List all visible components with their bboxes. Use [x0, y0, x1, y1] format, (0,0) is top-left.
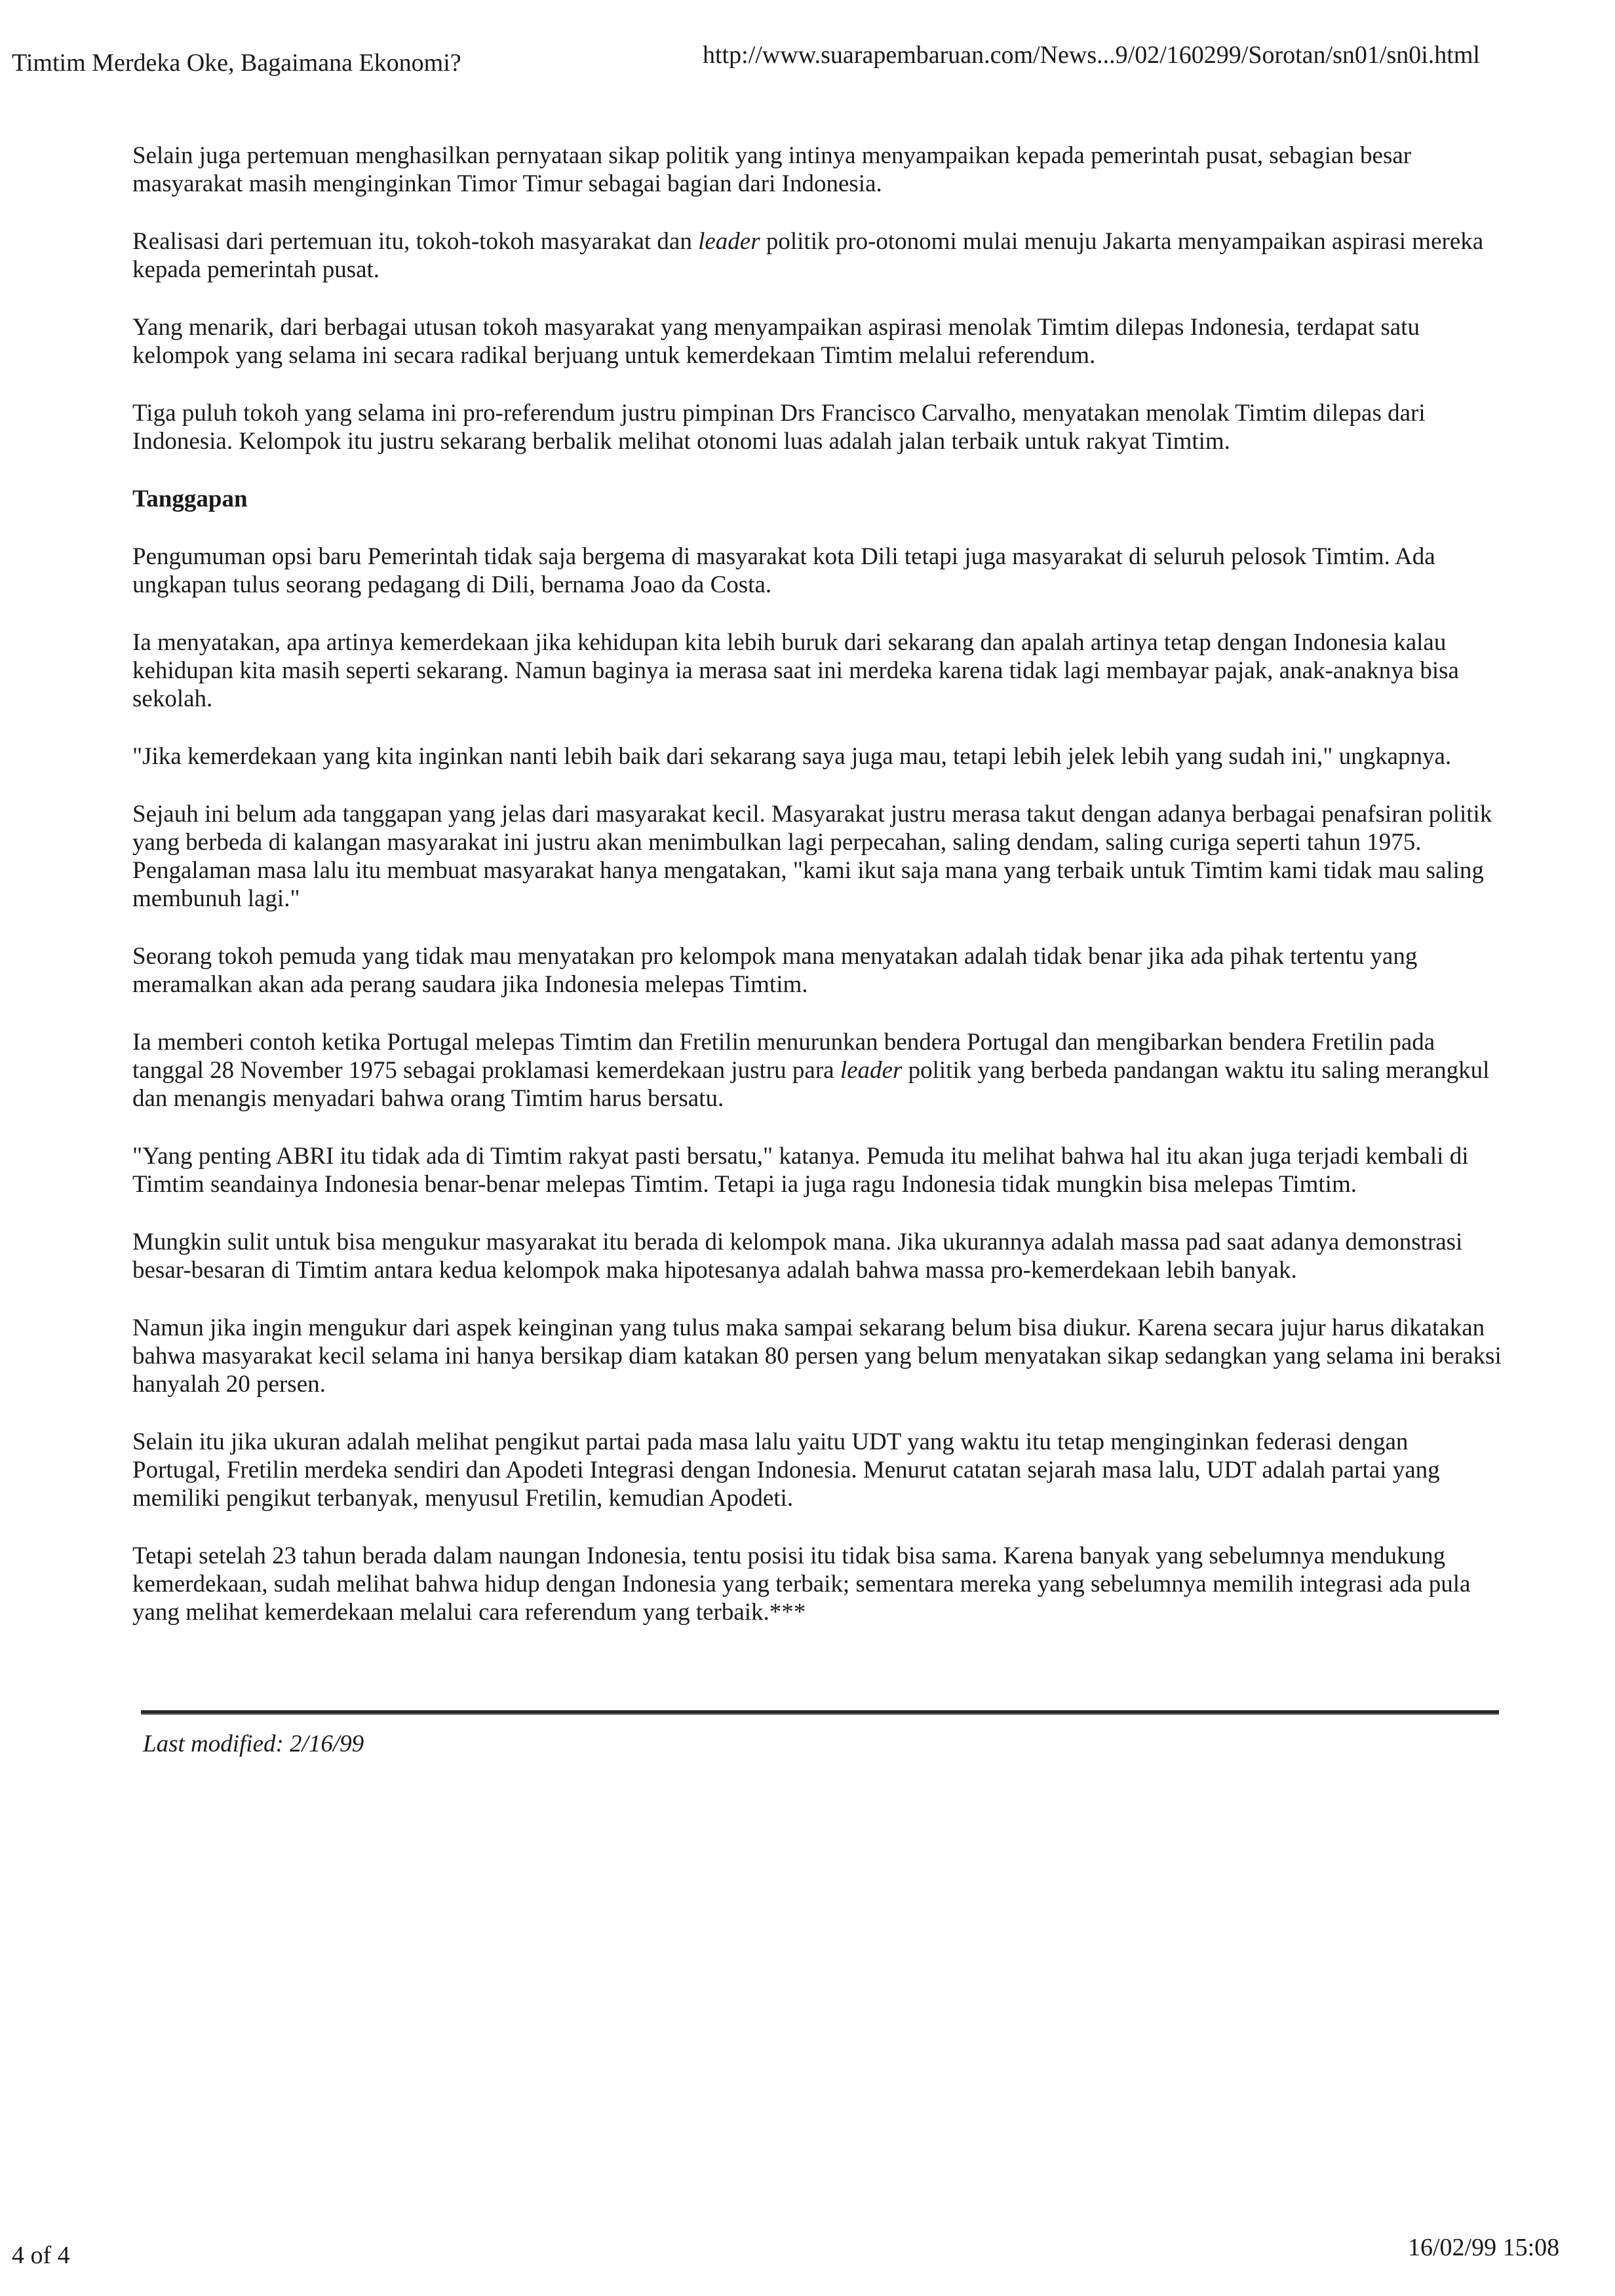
page-header-title: Timtim Merdeka Oke, Bagaimana Ekonomi? [12, 49, 461, 77]
article-paragraph: "Jika kemerdekaan yang kita inginkan nanti lebih baik dari sekarang saya juga mau, tetapi lebih jelek lebih yang sudah ini," ungkapnya. [132, 743, 1452, 770]
article-paragraph: Ia menyatakan, apa artinya kemerdekaan jika kehidupan kita lebih buruk dari sekarang dan apalah artinya tetap dengan Indonesia kalau kehidupan kita masih seperti sekarang. Namun baginya ia merasa saat ini merdeka karena tidak lagi membayar pajak, anak-anaknya bisa sekolah. [132, 629, 1459, 712]
page-number: 4 of 4 [12, 2242, 70, 2269]
print-timestamp: 16/02/99 15:08 [1408, 2234, 1560, 2261]
article-paragraph: Tetapi setelah 23 tahun berada dalam naungan Indonesia, tentu posisi itu tidak bisa sama. Karena banyak yang sebelumnya mendukung kemerdekaan, sudah melihat bahwa hidup dengan Indonesia yang terbaik; sementara mereka yang sebelumnya memilih integrasi ada pula yang melihat kemerdekaan melalui cara referendum yang terbaik.*** [132, 1542, 1471, 1626]
article-paragraph: "Yang penting ABRI itu tidak ada di Timtim rakyat pasti bersatu," katanya. Pemuda itu melihat bahwa hal itu akan juga terjadi kembali di Timtim seandainya Indonesia benar-benar melepas Timtim. Tetapi ia juga ragu Indonesia tidak mungkin bisa melepas Timtim. [132, 1143, 1469, 1198]
article-paragraph: Tiga puluh tokoh yang selama ini pro-referendum justru pimpinan Drs Francisco Carvalho, menyatakan menolak Timtim dilepas dari Indonesia. Kelompok itu justru sekarang berbalik melihat otonomi luas adalah jalan terbaik untuk rakyat Timtim. [132, 400, 1426, 455]
article-paragraph: Pengumuman opsi baru Pemerintah tidak saja bergema di masyarakat kota Dili tetapi juga masyarakat di seluruh pelosok Timtim. Ada ungkapan tulus seorang pedagang di Dili, bernama Joao da Costa. [132, 543, 1435, 598]
article-paragraph: Yang menarik, dari berbagai utusan tokoh masyarakat yang menyampaikan aspirasi menolak Timtim dilepas Indonesia, terdapat satu kelompok yang selama ini secara radikal berjuang untuk kemerdekaan Timtim melalui referendum. [132, 314, 1420, 369]
section-subheading: Tanggapan [132, 486, 248, 512]
article-paragraph: Selain itu jika ukuran adalah melihat pengikut partai pada masa lalu yaitu UDT yang waktu itu tetap menginginkan federasi dengan Portugal, Fretilin merdeka sendiri dan Apodeti Integrasi dengan Indonesia. Menurut catatan sejarah masa lalu, UDT adalah partai yang memiliki pengikut terbanyak, menyusul Fretilin, kemudian Apodeti. [132, 1428, 1440, 1512]
article-paragraph: Namun jika ingin mengukur dari aspek keinginan yang tulus maka sampai sekarang belum bisa diukur. Karena secara jujur harus dikatakan bahwa masyarakat kecil selama ini hanya bersikap diam katakan 80 persen yang belum menyatakan sikap sedangkan yang selama ini beraksi hanyalah 20 persen. [132, 1314, 1502, 1398]
article-paragraph: Sejauh ini belum ada tanggapan yang jelas dari masyarakat kecil. Masyarakat justru merasa takut dengan adanya berbagai penafsiran politik yang berbeda di kalangan masyarakat ini justru akan menimbulkan lagi perpecahan, saling dendam, saling curiga seperti tahun 1975. Pengalaman masa lalu itu membuat masyarakat hanya mengatakan, "kami ikut saja mana yang terbaik untuk Timtim kami tidak mau saling membunuh lagi." [132, 801, 1492, 912]
paragraph-text: politik yang berbeda pandangan waktu itu saling merangkul dan menangis menyadari bahwa orang Timtim harus bersatu. [132, 1057, 1490, 1112]
article-paragraph [132, 1028, 1502, 1113]
article-paragraph: Selain juga pertemuan menghasilkan pernyataan sikap politik yang intinya menyampaikan kepada pemerintah pusat, sebagian besar masyarakat masih menginginkan Timor Timur sebagai bagian dari Indonesia. [132, 142, 1412, 197]
emphasis-text: leader [698, 228, 760, 255]
article-paragraph: Mungkin sulit untuk bisa mengukur masyarakat itu berada di kelompok mana. Jika ukurannya adalah massa pad saat adanya demonstrasi besar-besaran di Timtim antara kedua kelompok maka hipotesanya adalah bahwa massa pro-kemerdekaan lebih banyak. [132, 1229, 1463, 1284]
article-paragraph: Seorang tokoh pemuda yang tidak mau menyatakan pro kelompok mana menyatakan adalah tidak benar jika ada pihak tertentu yang meramalkan akan ada perang saudara jika Indonesia melepas Timtim. [132, 943, 1418, 998]
paragraph-text: Realisasi dari pertemuan itu, tokoh-tokoh masyarakat dan [132, 228, 699, 255]
article-body [132, 142, 1502, 1656]
article-paragraph [132, 227, 1502, 284]
emphasis-text: leader [840, 1057, 903, 1084]
horizontal-rule [141, 1710, 1499, 1715]
paragraph-text: Ia memberi contoh ketika Portugal melepas Timtim dan Fretilin menurunkan bendera Portugal dan mengibarkan bendera Fretilin pada tanggal 28 November 1975 sebagai proklamasi kemerdekaan justru para [132, 1029, 1435, 1084]
page-header-url: http://www.suarapembaruan.com/News...9/02/160299/Sorotan/sn01/sn0i.html [703, 41, 1480, 69]
last-modified-note: Last modified: 2/16/99 [143, 1731, 364, 1757]
paragraph-text: politik pro-otonomi mulai menuju Jakarta menyampaikan aspirasi mereka kepada pemerintah pusat. [132, 228, 1484, 283]
